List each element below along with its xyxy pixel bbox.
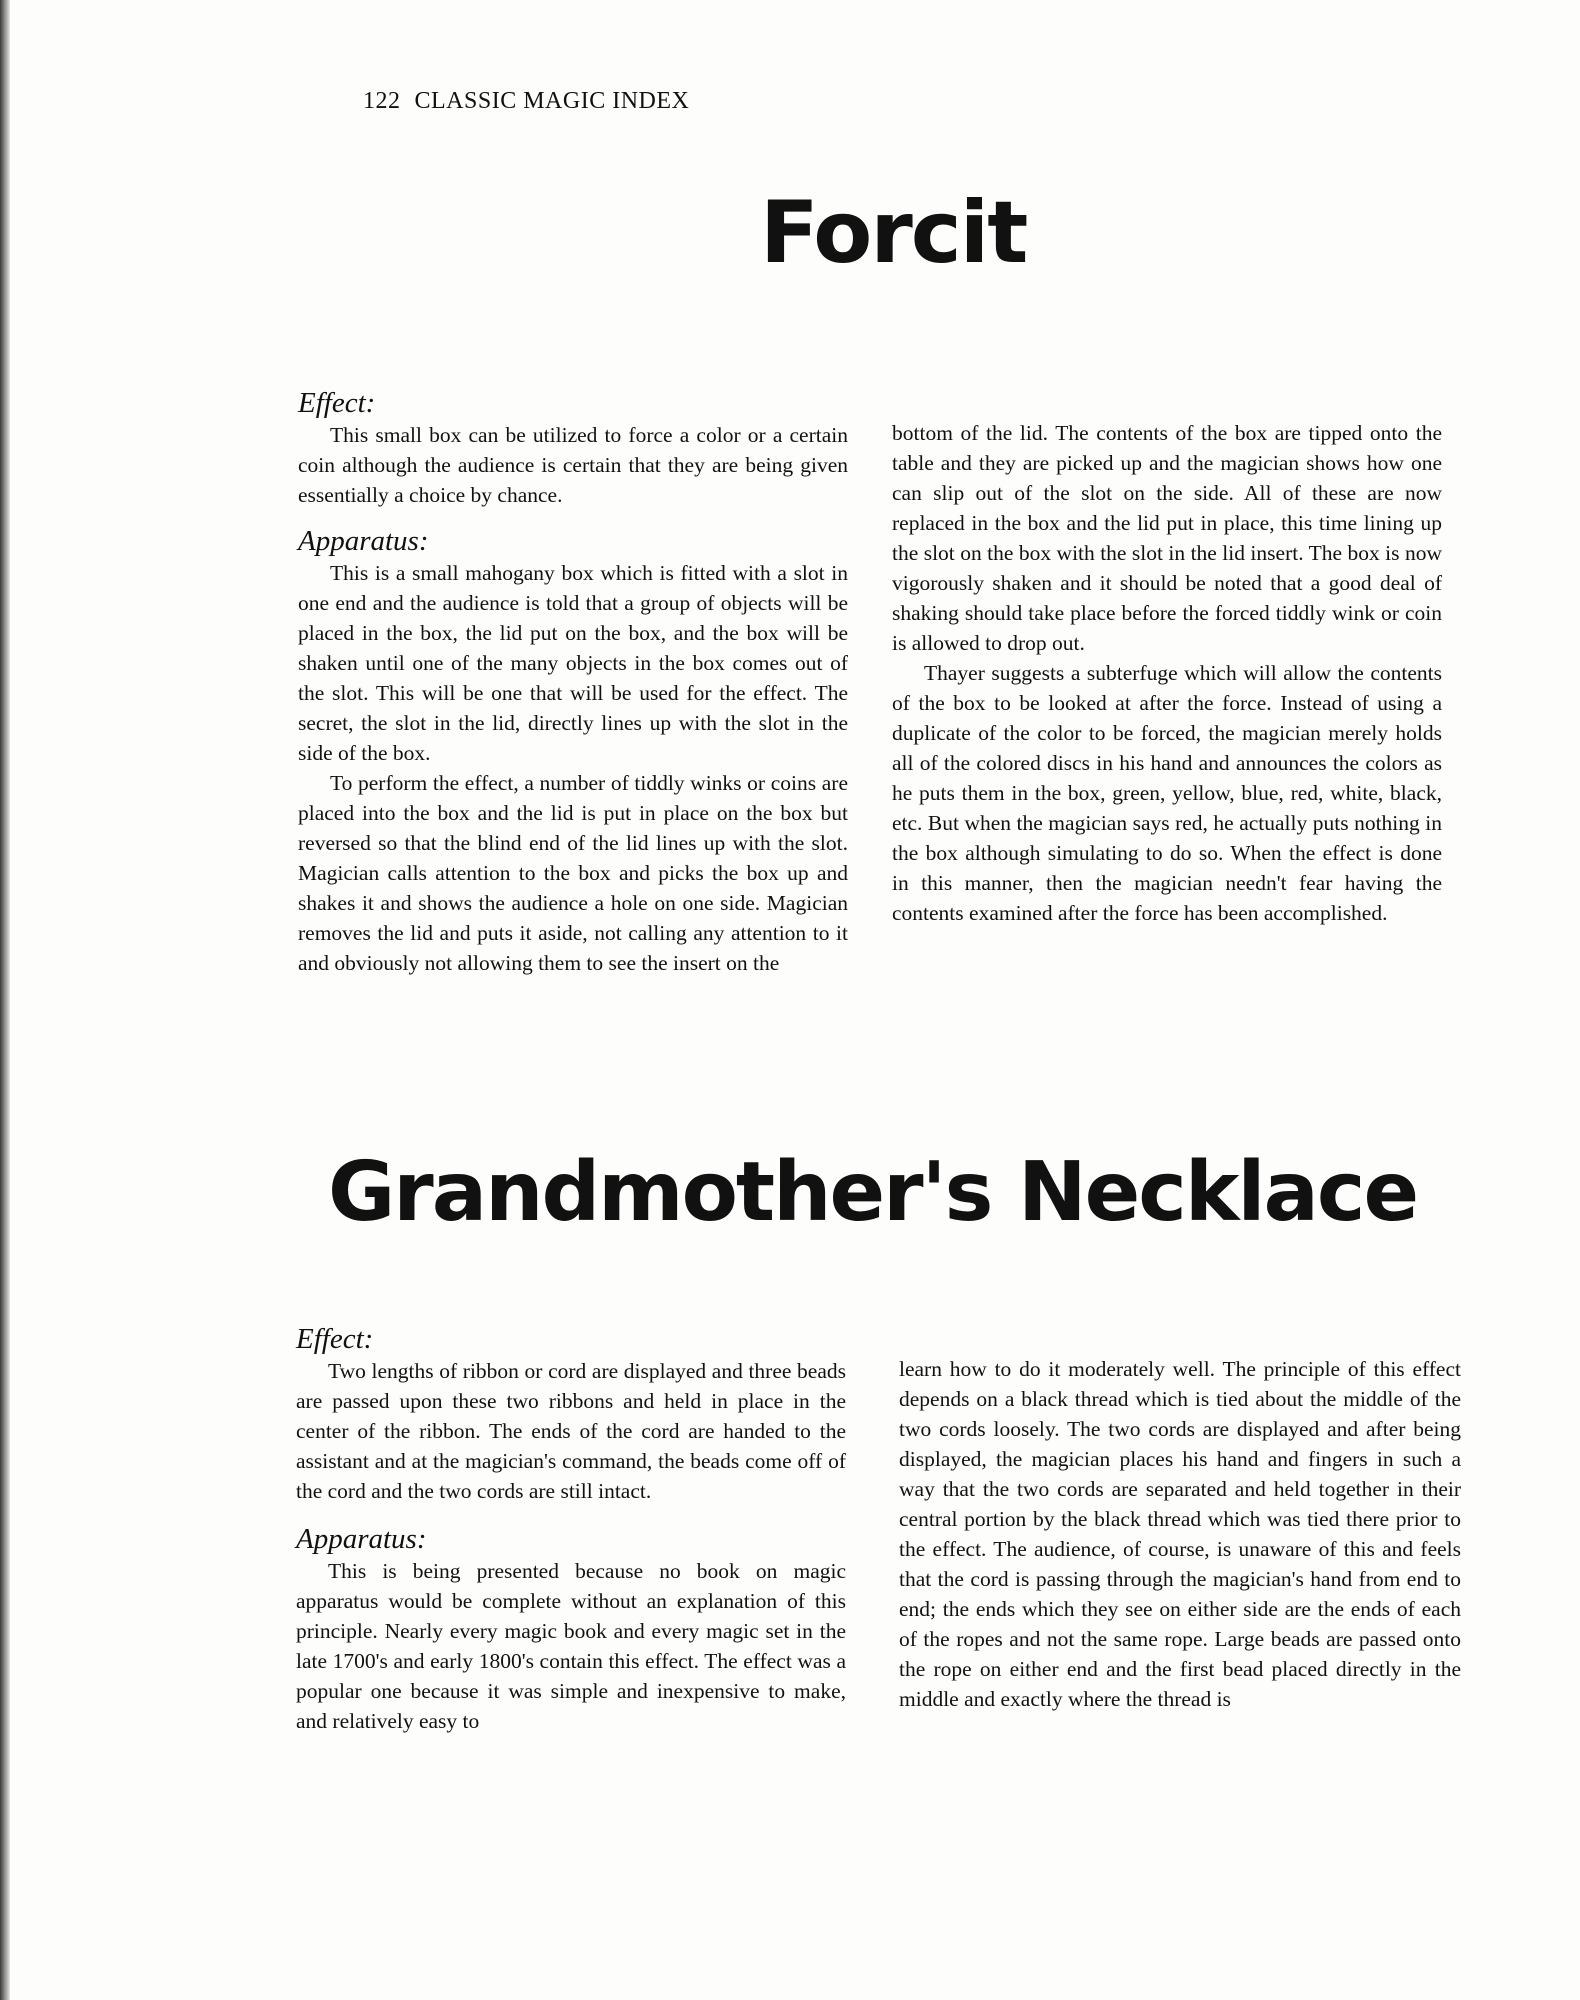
forcit-thayer-paragraph: Thayer suggests a subterfuge which will allow the contents of the box to be looked at after the force. Instead of using a duplicate of the color to be forced, the magician merely holds all of the colored discs in his hand and announces the colors as he puts them in the box, green, yellow, blue, red, white, black, etc. But when the magician says red, he actually puts nothing in the box although simulating to do so. When the effect is done in this manner, then the magician needn't fear having the contents examined after the force has been accomplished. [892,661,1442,925]
grandmother-right-column [899,1354,1461,1714]
forcit-effect-label: Effect: [298,387,376,419]
grandmother-continued-paragraph: learn how to do it moderately well. The principle of this effect depends on a black thread which is tied about the middle of the two cords loosely. The two cords are displayed and after being displayed, the magician places his hand and fingers in such a way that the two cords are separated and held together in their central portion by the black thread which was tied there prior to the effect. The audience, of course, is unaware of this and feels that the cord is passing through the magician's hand from end to end; the ends which they see on either side are the ends of each of the ropes and not the same rope. Large beads are passed onto the rope on either end and the first bead placed directly in the middle and exactly where the thread is [899,1357,1461,1711]
page-number: 122 [363,88,401,114]
forcit-apparatus-label: Apparatus: [298,525,429,557]
forcit-left-column [298,386,848,978]
running-title: CLASSIC MAGIC INDEX [414,88,690,114]
forcit-apparatus-paragraph-1: This is a small mahogany box which is fitted with a slot in one end and the audience is told that a group of objects will be placed in the box, the lid put on the box, and the box will be shaken until one of the many objects in the box comes out of the slot. This will be one that will be used for the effect. The secret, the slot in the lid, directly lines up with the slot in the side of the box. [298,561,848,765]
grandmother-apparatus-paragraph: This is being presented because no book on magic apparatus would be complete without an explanation of this principle. Nearly every magic book and every magic set in the late 1700's and early 1800's contain this effect. The effect was a popular one because it was simple and inexpensive to make, and relatively easy to [296,1559,846,1733]
grandmother-left-column [296,1322,846,1736]
forcit-right-column [892,418,1442,928]
grandmother-effect-label: Effect: [296,1323,374,1355]
grandmother-effect-text: Two lengths of ribbon or cord are displayed and three beads are passed upon these two ribbons and held in place in the center of the ribbon. The ends of the cord are handed to the assistant and at the magician's command, the beads come off of the cord and the two cords are still intact. [296,1359,846,1503]
grandmother-apparatus-label: Apparatus: [296,1523,427,1555]
forcit-effect-text: This small box can be utilized to force a color or a certain coin although the audience is certain that they are being given essentially a choice by chance. [298,423,848,507]
forcit-continued-paragraph: bottom of the lid. The contents of the box are tipped onto the table and they are picked up and the magician shows how one can slip out of the slot on the side. All of these are now replaced in the box and the lid put in place, this time lining up the slot on the box with the slot in the lid insert. The box is now vigorously shaken and it should be noted that a good deal of shaking should take place before the forced tiddly wink or coin is allowed to drop out. [892,421,1442,655]
running-head [363,88,689,115]
forcit-apparatus-paragraph-2: To perform the effect, a number of tiddly winks or coins are placed into the box and the lid is put in place on the box but reversed so that the blind end of the lid lines up with the slot. Magician calls attention to the box and picks the box up and shakes it and shows the audience a hole on one side. Magician removes the lid and puts it aside, not calling any attention to it and obviously not allowing them to see the insert on the [298,771,848,975]
binding-shadow [0,0,10,2000]
grandmothers-necklace-title: Grandmother's Necklace [328,1145,1418,1240]
forcit-title: Forcit [760,183,1027,283]
